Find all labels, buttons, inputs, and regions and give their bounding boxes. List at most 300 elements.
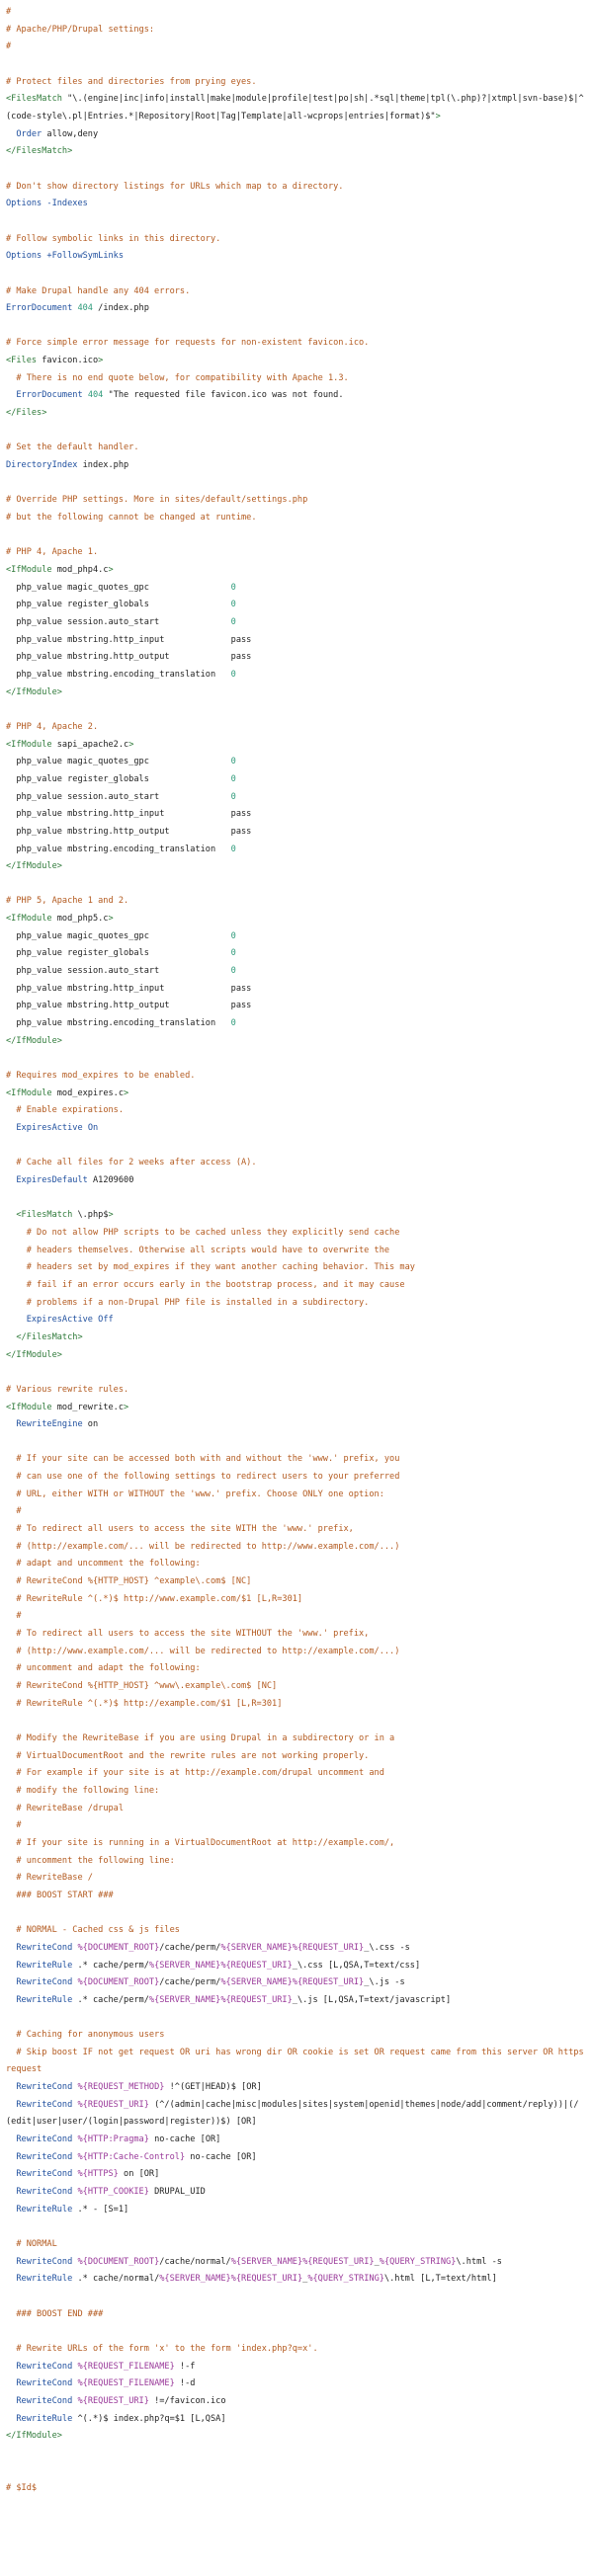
code-line (6, 2045, 587, 2079)
code-token-tag: > (128, 739, 134, 750)
code-token-comment: # Rewrite URLs of the form 'x' to the form 'index.php?q=x'. (6, 2343, 318, 2354)
code-token-variable: %{REQUEST_FILENAME} (77, 2378, 175, 2389)
code-line (6, 56, 587, 74)
code-line (6, 1731, 587, 1748)
code-token-comment: # For example if your site is at http://example.com/drupal uncomment and (6, 1768, 384, 1779)
code-token-variable: %{DOCUMENT_ROOT} (77, 1942, 160, 1953)
code-line (6, 143, 587, 161)
code-token-comment: # adapt and uncomment the following: (6, 1559, 201, 1570)
code-token-value: 0 (230, 948, 236, 959)
code-token-variable: %{SERVER_NAME}%{REQUEST_URI} (230, 2256, 375, 2267)
code-token-comment: # PHP 4, Apache 1. (6, 547, 99, 558)
code-token-text: php_value magic_quotes_gpc (6, 582, 231, 593)
code-token-text: !-f (174, 2361, 196, 2372)
code-token-directive: RewriteCond (16, 2082, 73, 2093)
code-line (6, 1086, 587, 1103)
code-token-tag: </IfModule> (6, 1035, 62, 1046)
code-token-tag: > (108, 565, 114, 575)
code-token-value: 0 (230, 966, 236, 977)
code-line (6, 2027, 587, 2045)
code-token-text: /cache/perm/ (159, 1942, 221, 1953)
code-line (6, 475, 587, 493)
code-line (6, 300, 587, 318)
code-token-directive: RewriteRule (16, 2204, 73, 2214)
code-line (6, 423, 587, 441)
code-line (6, 2079, 587, 2097)
code-line (6, 2428, 587, 2446)
code-line (6, 1853, 587, 1871)
code-token-comment: # headers themselves. Otherwise all scripts would have to overwrite the (6, 1245, 390, 1255)
code-line (6, 754, 587, 771)
code-line (6, 842, 587, 859)
code-line (6, 1068, 587, 1086)
code-token-comment: # Enable expirations. (6, 1105, 125, 1116)
code-token-tag: <IfModule (6, 1402, 52, 1412)
code-line (6, 1539, 587, 1557)
code-token-comment: # RewriteRule ^(.*)$ http://example.com/$1 [L,R=301] (6, 1698, 283, 1709)
code-token-variable: %{REQUEST_URI} (77, 2395, 149, 2406)
code-line (6, 1382, 587, 1400)
code-token-comment: # RewriteRule ^(.*)$ http://www.example.com/$1 [L,R=301] (6, 1593, 303, 1604)
code-token-text: _\.js -s (364, 1977, 405, 1988)
code-line (6, 1295, 587, 1313)
code-line (6, 1521, 587, 1539)
code-token-text: "\.(engine|inc|info|install|make|module|profile|test|po|sh|.*sql|theme|tpl(\.php)?|xtmpl|svn-base)$|^(code-style\.pl|Entries.*|Repository|Root|Tag|Template|all-wcprops|entries|format)$" (6, 94, 584, 121)
code-token-text: php_value magic_quotes_gpc (6, 757, 231, 767)
code-token-text: .* cache/normal/ (72, 2274, 160, 2285)
code-token-variable: %{HTTP:Cache-Control} (77, 2151, 186, 2162)
code-line (6, 2254, 587, 2272)
code-line (6, 911, 587, 928)
code-token-comment: # URL, either WITH or WITHOUT the 'www.' prefix. Choose ONLY one option: (6, 1489, 384, 1499)
code-token-text: php_value mbstring.http_output pass (6, 652, 252, 663)
code-line (6, 2202, 587, 2219)
code-token-text: !=/favicon.ico (148, 2395, 226, 2406)
code-line (6, 2446, 587, 2463)
code-token-tag: > (108, 1210, 114, 1221)
code-line (6, 2375, 587, 2393)
code-line (6, 1364, 587, 1382)
code-token-comment: # NORMAL - Cached css & js files (6, 1925, 180, 1936)
code-line (6, 1817, 587, 1835)
code-token-tag: <IfModule (6, 1087, 52, 1098)
code-token-comment: # NORMAL (6, 2239, 57, 2249)
code-token-text (6, 2378, 16, 2388)
code-line (6, 2323, 587, 2341)
code-token-text (6, 2169, 16, 2179)
code-line (6, 1888, 587, 1905)
code-token-text: no-cache [OR] (148, 2134, 221, 2145)
code-line (6, 22, 587, 40)
code-line (6, 179, 587, 197)
code-token-tag: </IfModule> (6, 861, 62, 872)
code-token-comment: # Modify the RewriteBase if you are using Drupal in a subdirectory or in a (6, 1732, 395, 1743)
code-line (6, 1416, 587, 1434)
code-token-comment: # (6, 1506, 22, 1517)
code-token-text (6, 1419, 16, 1429)
code-token-tag: <FilesMatch (6, 94, 62, 105)
code-line (6, 928, 587, 946)
code-token-value: 0 (230, 600, 236, 610)
code-line (6, 2236, 587, 2254)
code-token-text: /cache/normal/ (159, 2256, 231, 2267)
code-token-tag: </IfModule> (6, 1349, 62, 1360)
code-token-tag: > (124, 1087, 129, 1098)
code-token-tag: </IfModule> (6, 2431, 62, 2442)
code-line (6, 1870, 587, 1888)
code-token-comment: # RewriteBase / (6, 1873, 93, 1884)
code-token-comment: # uncomment the following line: (6, 1855, 175, 1866)
code-token-directive: RewriteCond (16, 1977, 73, 1988)
code-line (6, 1940, 587, 1958)
code-line (6, 1312, 587, 1329)
code-token-comment: # To redirect all users to access the site WITHOUT the 'www.' prefix, (6, 1629, 370, 1640)
code-token-text: _ (374, 2256, 380, 2267)
code-token-comment: # can use one of the following settings to redirect users to your preferred (6, 1472, 400, 1483)
code-token-value: 0 (230, 1018, 236, 1029)
code-token-comment: # Don't show directory listings for URLs which map to a directory. (6, 181, 344, 192)
code-line (6, 876, 587, 894)
code-token-comment: # Caching for anonymous users (6, 2030, 165, 2041)
code-line (6, 283, 587, 301)
code-token-text: /index.php (92, 303, 149, 314)
code-token-directive: ErrorDocument (16, 390, 83, 401)
code-token-text: (^/(admin|cache|misc|modules|sites|system|openid|themes|node/add|comment/reply))|(/(edit|user|user/(login|password|register))$) [OR] (6, 2099, 579, 2128)
code-token-directive: Options (6, 251, 42, 262)
code-line (6, 387, 587, 405)
code-line (6, 510, 587, 527)
code-token-text: on [OR] (118, 2169, 160, 2180)
code-line (6, 597, 587, 614)
code-line (6, 824, 587, 842)
code-token-text: mod_php4.c (51, 565, 109, 575)
code-token-text: mod_php5.c (51, 914, 109, 925)
code-token-variable: %{DOCUMENT_ROOT} (77, 1977, 160, 1988)
code-line (6, 963, 587, 981)
code-token-directive: Options (6, 199, 42, 209)
code-token-text: \.html -s (456, 2256, 502, 2267)
code-token-text (6, 390, 16, 400)
code-line (6, 701, 587, 719)
code-token-comment: # (http://example.com/... will be redirected to http://www.example.com/...) (6, 1541, 400, 1552)
code-line (6, 893, 587, 911)
code-line (6, 266, 587, 283)
code-token-directive: RewriteRule (16, 2274, 73, 2285)
code-token-directive: ErrorDocument (6, 303, 73, 314)
code-token-text (6, 1943, 16, 1953)
code-token-comment: # PHP 4, Apache 2. (6, 721, 99, 732)
code-line (6, 1608, 587, 1626)
code-token-value: 0 (230, 582, 236, 593)
code-line (6, 632, 587, 650)
code-token-variable: %{QUERY_STRING} (379, 2256, 457, 2267)
code-line (6, 1102, 587, 1120)
code-line (6, 1172, 587, 1190)
code-token-text: mod_rewrite.c (51, 1402, 125, 1412)
code-token-text (6, 129, 16, 139)
code-token-comment: # uncomment and adapt the following: (6, 1663, 201, 1674)
code-token-text: \.php$ (72, 1210, 109, 1221)
code-token-variable: %{HTTPS} (77, 2169, 119, 2180)
code-line (6, 248, 587, 266)
code-token-value: 0 (230, 930, 236, 941)
code-token-variable: %{SERVER_NAME}%{REQUEST_URI} (148, 1994, 293, 2005)
code-token-text (6, 1315, 27, 1325)
code-token-comment: # Skip boost IF not get request OR uri has wrong dir OR cookie is set OR request came from this server OR https request (6, 2047, 589, 2075)
code-token-tag: <IfModule (6, 914, 52, 925)
code-line (6, 1487, 587, 1504)
code-token-comment: ### BOOST END ### (6, 2308, 104, 2319)
code-token-comment: ### BOOST START ### (6, 1890, 114, 1900)
code-token-text (6, 1210, 16, 1220)
code-token-text: _\.css [L,QSA,T=text/css] (292, 1960, 421, 1971)
code-token-text: php_value register_globals (6, 948, 231, 959)
code-token-comment: # Requires mod_expires to be enabled. (6, 1071, 196, 1082)
code-line (6, 2009, 587, 2027)
code-token-directive: RewriteCond (16, 2361, 73, 2372)
code-line (6, 998, 587, 1015)
code-token-comment: # fail if an error occurs early in the bootstrap process, and it may cause (6, 1279, 405, 1290)
code-line (6, 684, 587, 702)
code-line (6, 1243, 587, 1260)
code-line (6, 544, 587, 562)
code-line (6, 2271, 587, 2289)
code-token-text (6, 2274, 16, 2284)
code-line (6, 1400, 587, 1417)
code-line (6, 2184, 587, 2202)
code-line (6, 1992, 587, 2010)
code-token-directive: RewriteCond (16, 1942, 73, 1953)
code-line (6, 649, 587, 667)
code-line (6, 580, 587, 598)
code-token-value: 404 (87, 390, 104, 401)
code-token-comment: # RewriteBase /drupal (6, 1803, 125, 1813)
htaccess-code-listing (6, 4, 587, 2498)
code-line (6, 1958, 587, 1975)
code-line (6, 353, 587, 370)
code-token-comment: # Apache/PHP/Drupal settings: (6, 24, 155, 35)
code-line (6, 667, 587, 684)
code-token-comment: # Override PHP settings. More in sites/default/settings.php (6, 495, 308, 506)
code-token-comment: # $Id$ (6, 2483, 38, 2494)
code-token-variable: %{REQUEST_FILENAME} (77, 2361, 175, 2372)
code-token-comment: # To redirect all users to access the site WITH the 'www.' prefix, (6, 1524, 354, 1535)
code-token-variable: %{REQUEST_URI} (77, 2099, 149, 2110)
code-token-comment: # RewriteCond %{HTTP_HOST} ^www\.example\.com$ [NC] (6, 1681, 278, 1691)
code-token-text: .* cache/perm/ (72, 1960, 149, 1971)
code-token-directive: RewriteCond (16, 2395, 73, 2406)
code-token-comment: # Make Drupal handle any 404 errors. (6, 285, 191, 296)
code-token-directive: RewriteEngine (16, 1419, 83, 1430)
code-token-text: A1209600 (87, 1174, 134, 1185)
code-token-text (6, 1332, 16, 1342)
code-token-variable: %{SERVER_NAME}%{REQUEST_URI} (220, 1977, 365, 1988)
code-token-comment: # (6, 41, 12, 52)
code-token-variable: %{QUERY_STRING} (307, 2274, 384, 2285)
code-token-comment: # Do not allow PHP scripts to be cached unless they explicitly send cache (6, 1227, 400, 1238)
code-line (6, 196, 587, 213)
code-token-text: php_value mbstring.encoding_translation (6, 844, 231, 854)
code-token-text: /cache/perm/ (159, 1977, 221, 1988)
code-token-comment: # Follow symbolic links in this directory. (6, 233, 221, 244)
code-token-variable: %{SERVER_NAME}%{REQUEST_URI} (159, 2274, 303, 2285)
code-token-comment: # (6, 7, 12, 17)
code-line (6, 2132, 587, 2149)
code-line (6, 335, 587, 353)
code-line (6, 2149, 587, 2167)
code-line (6, 1138, 587, 1156)
code-token-value: 0 (230, 616, 236, 627)
code-line (6, 614, 587, 632)
code-token-text: php_value magic_quotes_gpc (6, 930, 231, 941)
code-token-text: allow,deny (42, 128, 99, 139)
code-token-directive: RewriteCond (16, 2256, 73, 2267)
code-token-text: _\.js [L,QSA,T=text/javascript] (292, 1994, 452, 2005)
code-token-variable: %{SERVER_NAME}%{REQUEST_URI} (148, 1960, 293, 1971)
code-token-directive: RewriteRule (16, 2413, 73, 2424)
code-token-tag: <IfModule (6, 565, 52, 575)
code-line (6, 74, 587, 92)
code-token-variable: %{SERVER_NAME}%{REQUEST_URI} (220, 1942, 365, 1953)
code-line (6, 1120, 587, 1138)
code-line (6, 318, 587, 336)
code-token-text: index.php (77, 460, 129, 471)
code-line (6, 2289, 587, 2306)
code-token-text: php_value register_globals (6, 600, 231, 610)
code-token-text: DRUPAL_UID (148, 2187, 206, 2198)
code-token-text: php_value mbstring.encoding_translation (6, 1018, 231, 1029)
code-line (6, 1573, 587, 1591)
code-token-comment: # problems if a non-Drupal PHP file is installed in a subdirectory. (6, 1297, 370, 1308)
code-token-directive: ExpiresActive (26, 1315, 93, 1326)
code-line (6, 39, 587, 56)
code-token-text: php_value mbstring.http_output pass (6, 1001, 252, 1011)
code-token-comment: # (6, 1611, 22, 1622)
code-token-directive: RewriteCond (16, 2169, 73, 2180)
code-line (6, 1347, 587, 1365)
code-token-tag: </Files> (6, 408, 47, 419)
code-token-text: !-d (174, 2378, 196, 2389)
code-token-directive: RewriteCond (16, 2099, 73, 2110)
code-line (6, 1678, 587, 1696)
code-line (6, 126, 587, 144)
code-line (6, 2463, 587, 2481)
code-token-text (6, 2414, 16, 2424)
code-line (6, 737, 587, 755)
code-line (6, 231, 587, 249)
code-line (6, 457, 587, 475)
code-token-text: php_value mbstring.http_input pass (6, 634, 252, 645)
code-line (6, 2393, 587, 2411)
code-token-comment: # If your site can be accessed both with and without the 'www.' prefix, you (6, 1454, 400, 1465)
code-line (6, 1835, 587, 1853)
code-token-text: php_value session.auto_start (6, 791, 231, 802)
code-line (6, 2341, 587, 2359)
code-token-text: php_value register_globals (6, 773, 231, 784)
code-token-tag: <Files (6, 356, 38, 366)
code-line (6, 858, 587, 876)
code-line (6, 370, 587, 388)
code-line (6, 4, 587, 22)
code-line (6, 2359, 587, 2376)
code-token-text: _\.css -s (364, 1942, 410, 1953)
code-token-text: mod_expires.c (51, 1087, 125, 1098)
code-token-tag: > (98, 356, 104, 366)
code-line (6, 161, 587, 179)
code-line (6, 1922, 587, 1940)
code-token-comment: # Various rewrite rules. (6, 1384, 129, 1395)
code-token-comment: # VirtualDocumentRoot and the rewrite rules are not working properly. (6, 1750, 370, 1761)
code-token-text: no-cache [OR] (185, 2151, 257, 2162)
code-token-text (6, 2152, 16, 2162)
code-line (6, 1451, 587, 1469)
code-line (6, 1748, 587, 1766)
code-token-comment: # (6, 1820, 22, 1831)
code-line (6, 1033, 587, 1051)
code-line (6, 1155, 587, 1172)
code-token-text: sapi_apache2.c (51, 739, 129, 750)
code-token-text (6, 2134, 16, 2144)
code-line (6, 527, 587, 545)
code-line (6, 2480, 587, 2498)
code-token-text: .* - [S=1] (72, 2204, 129, 2214)
code-line (6, 1801, 587, 1818)
code-token-text: php_value mbstring.http_input pass (6, 983, 252, 994)
code-token-directive: RewriteCond (16, 2134, 73, 2145)
code-line (6, 440, 587, 457)
code-token-directive: Off (98, 1315, 114, 1326)
code-line (6, 1190, 587, 1208)
code-token-directive: RewriteCond (16, 2151, 73, 2162)
code-line (6, 981, 587, 999)
code-token-text (6, 1977, 16, 1987)
code-line (6, 1259, 587, 1277)
code-token-tag: <IfModule (6, 739, 52, 750)
code-token-variable: %{DOCUMENT_ROOT} (77, 2256, 160, 2267)
code-token-comment: # Force simple error message for requests for non-existent favicon.ico. (6, 338, 370, 349)
code-token-comment: # PHP 5, Apache 1 and 2. (6, 896, 129, 907)
code-token-directive: Order (16, 128, 42, 139)
code-token-directive: DirectoryIndex (6, 460, 78, 471)
code-token-directive: RewriteCond (16, 2378, 73, 2389)
code-token-text (6, 2187, 16, 2197)
code-line (6, 2218, 587, 2236)
code-token-tag: </FilesMatch> (6, 146, 73, 157)
code-token-value: 0 (230, 669, 236, 680)
code-token-text (6, 2362, 16, 2372)
code-line (6, 1783, 587, 1801)
code-token-directive: ExpiresActive (16, 1123, 83, 1133)
code-token-value: 0 (230, 791, 236, 802)
code-token-text (6, 1175, 16, 1185)
code-token-value: 0 (230, 844, 236, 854)
code-line (6, 2411, 587, 2429)
code-token-comment: # headers set by mod_expires if they want another caching behavior. This may (6, 1262, 415, 1273)
code-line (6, 1277, 587, 1295)
code-token-text (6, 1995, 16, 2005)
code-token-text: php_value mbstring.http_input pass (6, 809, 252, 820)
code-line (6, 2306, 587, 2324)
code-token-text (6, 1961, 16, 1971)
code-token-text: "The requested file favicon.ico was not found. (103, 390, 344, 401)
code-token-tag: > (435, 111, 441, 121)
code-token-comment: # Cache all files for 2 weeks after access (A). (6, 1158, 257, 1168)
code-token-text: !^(GET|HEAD)$ [OR] (164, 2082, 262, 2093)
code-token-text (6, 1123, 16, 1133)
code-line (6, 91, 587, 125)
code-token-variable: %{HTTP:Pragma} (77, 2134, 149, 2145)
code-line (6, 1905, 587, 1923)
